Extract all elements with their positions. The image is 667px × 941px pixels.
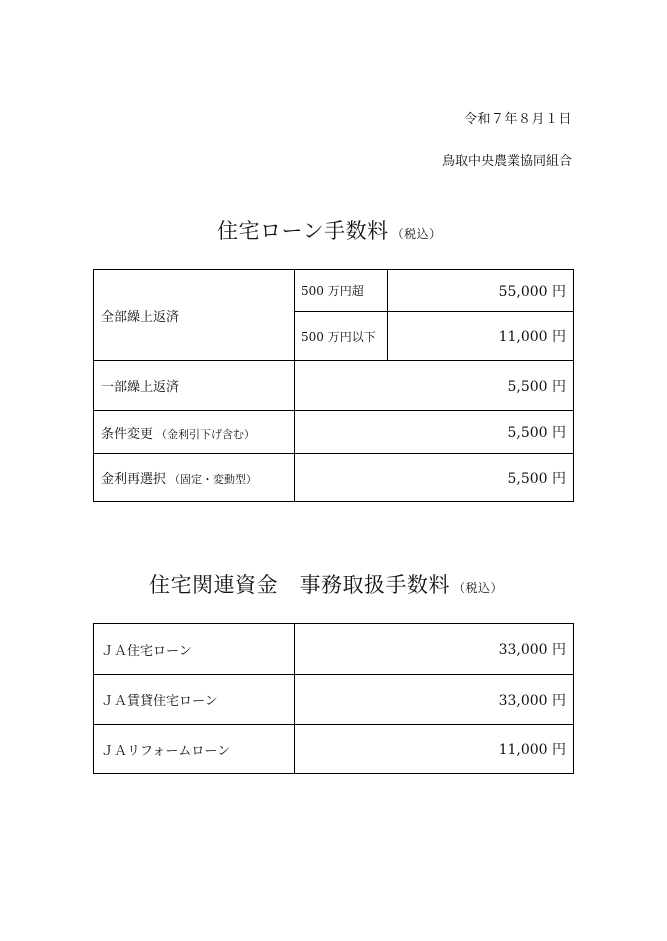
- document-date: 令和７年８月１日: [463, 112, 572, 127]
- condition-over-5m: 500 万円超: [295, 270, 388, 312]
- rate-reselection-cell: [94, 454, 295, 502]
- full-repayment-label: 全部繰上返済: [94, 270, 295, 361]
- tax-included-note: （税込）: [391, 227, 442, 241]
- condition-change-note: （金利引下げ含む）: [156, 427, 256, 441]
- rate-reselection-note: （固定・変動型）: [169, 473, 258, 486]
- condition-under-5m: 500 万円以下: [295, 312, 388, 361]
- partial-repayment-label: 一部繰上返済: [94, 361, 295, 411]
- rate-reselection-amount: 5,500 円: [295, 454, 574, 502]
- organization-name: 鳥取中央農業協同組合: [441, 154, 572, 169]
- housing-loan-fee-title-text: 住宅ローン手数料: [217, 219, 389, 243]
- rate-reselection-label: 金利再選択: [101, 472, 167, 487]
- table-row: [94, 624, 574, 675]
- partial-repayment-amount: 5,500 円: [295, 361, 574, 411]
- ja-reform-loan-amount: 11,000 円: [295, 725, 574, 774]
- ja-rental-housing-loan-label: ＪＡ賃貸住宅ローン: [94, 675, 295, 725]
- condition-change-cell: [94, 411, 295, 454]
- table-row: [94, 725, 574, 774]
- amount-over-5m: 55,000 円: [388, 270, 574, 312]
- table-row: [94, 454, 574, 502]
- ja-reform-loan-label: ＪＡリフォームローン: [94, 725, 295, 774]
- housing-loan-fee-title: [217, 215, 442, 245]
- tax-included-note-2: （税込）: [453, 581, 504, 595]
- table-row: [94, 270, 574, 312]
- table-row: [94, 361, 574, 411]
- housing-fund-fee-title-text: 住宅関連資金 事務取扱手数料: [149, 573, 450, 597]
- ja-rental-housing-loan-amount: 33,000 円: [295, 675, 574, 725]
- table-row: [94, 675, 574, 725]
- housing-fund-fee-title: [149, 569, 503, 599]
- ja-housing-loan-amount: 33,000 円: [295, 624, 574, 675]
- condition-change-label: 条件変更: [101, 426, 154, 442]
- condition-change-amount: 5,500 円: [295, 411, 574, 454]
- amount-under-5m: 11,000 円: [388, 312, 574, 361]
- ja-housing-loan-label: ＪＡ住宅ローン: [94, 624, 295, 675]
- housing-loan-fee-table: [93, 269, 574, 502]
- table-row: [94, 411, 574, 454]
- housing-fund-fee-table: [93, 623, 574, 774]
